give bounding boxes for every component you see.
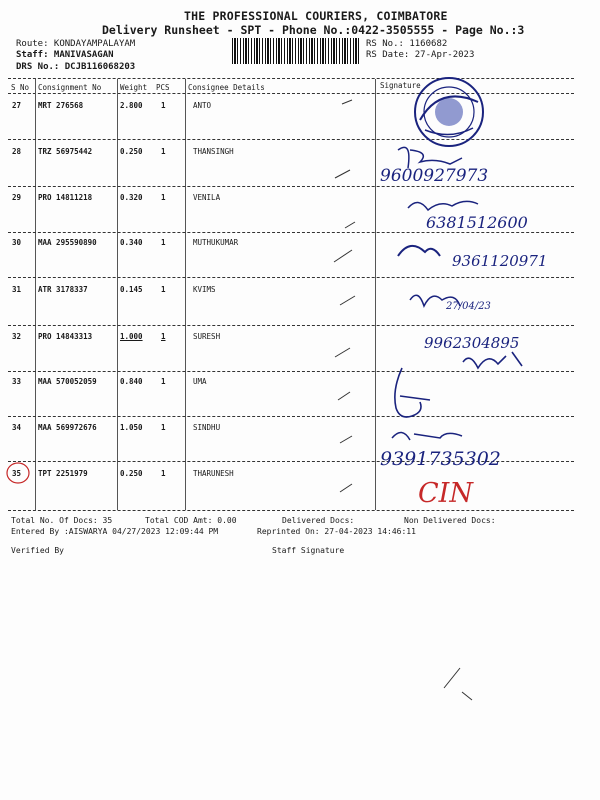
row-consignment: TPT 2251979 [38,469,88,478]
col-signature: Signature [380,81,421,90]
stray-mark [444,668,460,688]
row-sno: 29 [12,193,22,202]
row-pcs: 1 [161,101,166,110]
row-pcs: 1 [161,423,166,432]
row-pcs: 1 [161,285,166,294]
row-pcs: 1 [161,238,166,247]
row-consignee: THANSINGH [193,147,234,156]
row-consignee: UMA [193,377,207,386]
row-sno: 30 [12,238,22,247]
row-sno: 33 [12,377,22,386]
row-weight: 0.340 [120,238,143,247]
row-consignment: PRO 14811218 [38,193,93,202]
tick-mark [335,348,350,357]
handwritten-phone: 6381512600 [426,213,528,232]
staff-signature: Staff Signature [272,546,345,555]
drs-number: DRS No.: DCJB116068203 [16,62,136,72]
tick-mark [342,100,352,104]
row-weight: 0.250 [120,147,143,156]
row-consignment: MRT 276568 [38,101,84,110]
tick-mark [340,484,352,492]
handwritten-phone: 9361120971 [452,252,548,270]
tick-mark [345,222,355,228]
row-consignee: SINDHU [193,423,221,432]
col-consignee: Consignee Details [188,83,265,92]
entered-by: Entered By :AISWARYA 04/27/2023 12:09:44 PM [11,527,219,536]
handwritten-phone: 9391735302 [380,448,501,470]
stray-mark [462,692,472,700]
row-weight: 1.000 [120,332,143,341]
row-consignment: MAA 295590890 [38,238,97,247]
tick-mark [335,170,350,178]
signature-scribble [398,246,440,256]
row-sno: 31 [12,285,22,294]
signature-scribble [392,432,462,440]
tick-mark [340,436,352,443]
non-delivered-docs: Non Delivered Docs: [404,516,496,525]
company-title: THE PROFESSIONAL COURIERS, COIMBATORE [184,9,448,23]
row-weight: 0.145 [120,285,143,294]
row-consignee: VENILA [193,193,221,202]
row-weight: 0.320 [120,193,143,202]
row-consignment: TRZ 56975442 [38,147,93,156]
row-pcs: 1 [161,332,166,341]
row-consignee: MUTHUKUMAR [193,238,239,247]
signature-scribble [463,352,522,368]
runsheet-subtitle: Delivery Runsheet - SPT - Phone No.:0422-3505555 - Page No.:3 [102,23,525,37]
verified-by: Verified By [11,546,64,555]
handwritten-date: 27/04/23 [446,301,491,312]
reprinted-on: Reprinted On: 27-04-2023 14:46:11 [257,527,416,536]
row-consignment: PRO 14843313 [38,332,93,341]
col-consignment: Consignment No [38,83,102,92]
total-docs: Total No. Of Docs: 35 [11,516,113,525]
row-sno: 32 [12,332,22,341]
col-pcs: PCS [156,83,170,92]
rs-number: RS No.: 1160682 [366,39,448,49]
tick-mark [334,250,352,262]
col-weight: Weight [120,83,148,92]
signature-scribble [395,368,430,417]
row-pcs: 1 [161,469,166,478]
tick-mark [340,296,355,305]
tick-mark [338,392,350,400]
row-consignee: SURESH [193,332,221,341]
row-sno: 34 [12,423,22,432]
row-weight: 0.840 [120,377,143,386]
row-consignment: ATR 3178337 [38,285,88,294]
handwritten-phone: 9600927973 [380,166,489,186]
row-consignee: ANTO [193,101,212,110]
total-cod: Total COD Amt: 0.00 [145,516,237,525]
row-consignee: KVIMS [193,285,216,294]
signature-scribble [398,147,462,168]
red-circle-mark [7,463,29,483]
signature-scribble [408,201,478,210]
route-label: Route: KONDAYAMPALAYAM [16,39,136,49]
row-pcs: 1 [161,193,166,202]
row-pcs: 1 [161,147,166,156]
handwritten-phone: 9962304895 [424,334,520,352]
row-sno: 27 [12,101,22,110]
row-weight: 2.800 [120,101,143,110]
staff-label: Staff: MANIVASAGAN [16,50,114,60]
row-sno: 35 [12,469,22,478]
delivered-docs: Delivered Docs: [282,516,355,525]
col-sno: S No [11,83,30,92]
row-weight: 0.250 [120,469,143,478]
row-pcs: 1 [161,377,166,386]
row-consignment: MAA 570052059 [38,377,97,386]
red-handwritten-mark: CIN [418,478,473,509]
row-sno: 28 [12,147,22,156]
row-weight: 1.050 [120,423,143,432]
row-consignee: THARUNESH [193,469,234,478]
rs-date: RS Date: 27-Apr-2023 [366,50,475,60]
row-consignment: MAA 569972676 [38,423,97,432]
